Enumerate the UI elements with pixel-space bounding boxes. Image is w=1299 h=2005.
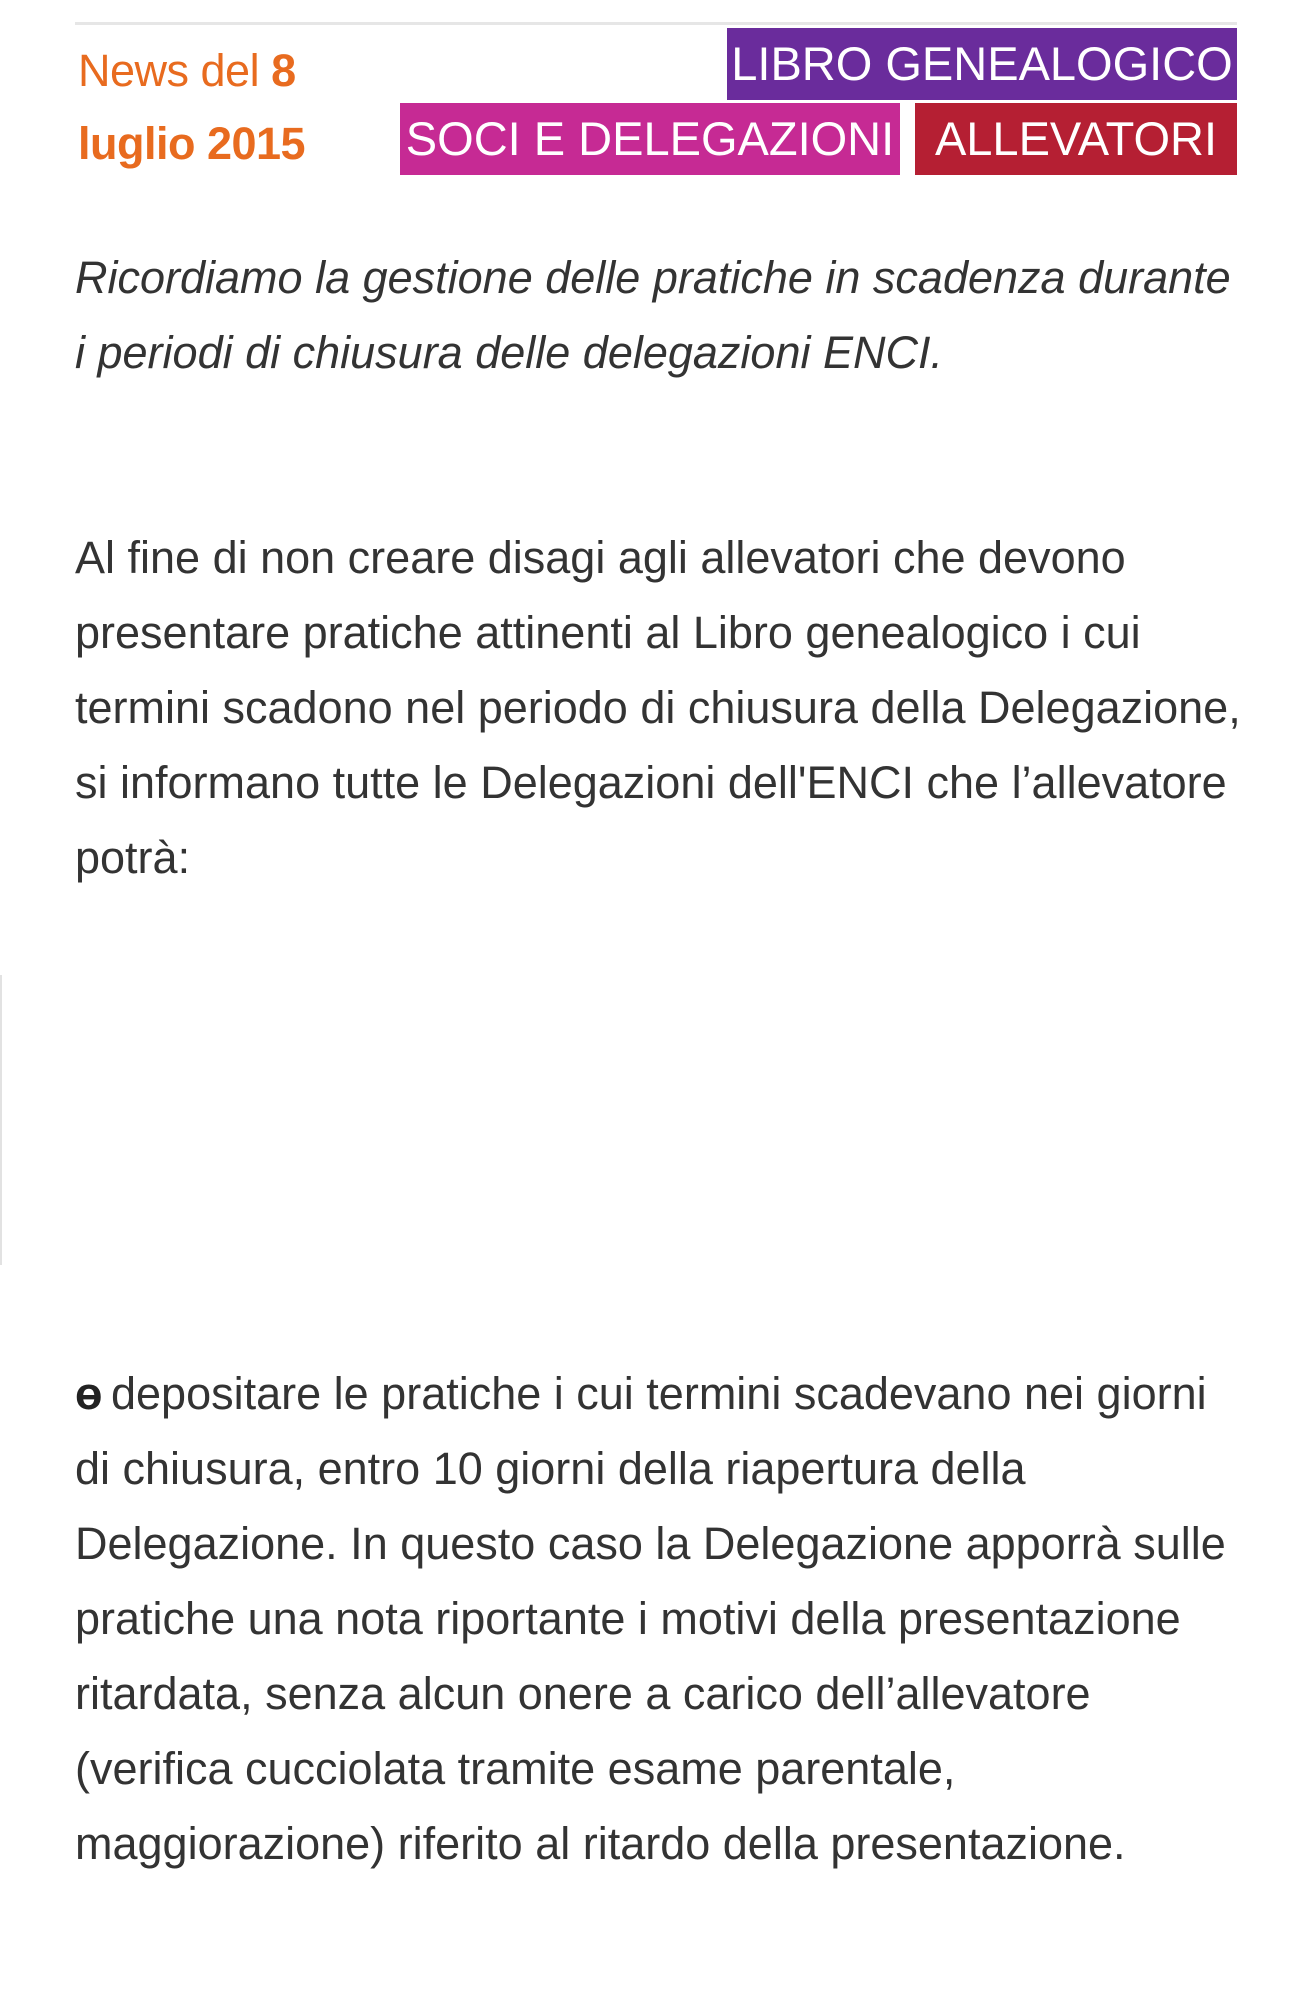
article-intro: Ricordiamo la gestione delle pratiche in scadenza durante i periodi di chiusura delle delegazioni ENCI. [75, 252, 1231, 378]
news-date-month-year: luglio 2015 [78, 118, 306, 169]
news-date-prefix: News del [78, 45, 272, 96]
tag-soci-e-delegazioni[interactable]: SOCI E DELEGAZIONI [400, 103, 900, 175]
article-paragraph-2 [75, 1356, 1245, 1881]
tag-libro-genealogico[interactable]: LIBRO GENEALOGICO [727, 28, 1237, 100]
article-paragraph-1: Al fine di non creare disagi agli allevatori che devono presentare pratiche attinenti al Libro genealogico i cui termini scadono nel periodo di chiusura della Delegazione, si informano tutte le Delegazioni dell'ENCI che l’allevatore potrà: [75, 532, 1241, 883]
news-date [78, 34, 305, 180]
blank-image-edge [0, 975, 2, 1265]
article-paragraph-2-text: depositare le pratiche i cui termini scadevano nei giorni di chiusura, entro 10 giorni della riapertura della Delegazione. In questo caso la Delegazione apporrà sulle pratiche una nota riportante i motivi della presentazione ritardata, senza alcun onere a carico dell’allevatore (verifica cucciolata tramite esame parentale, maggiorazione) riferito al ritardo della presentazione. [75, 1368, 1226, 1869]
top-divider [75, 22, 1237, 25]
news-date-day: 8 [271, 45, 296, 96]
tag-allevatori[interactable]: ALLEVATORI [915, 103, 1237, 175]
blank-image-area [0, 920, 1299, 1320]
bullet-marker-icon: ɵ [75, 1368, 103, 1419]
